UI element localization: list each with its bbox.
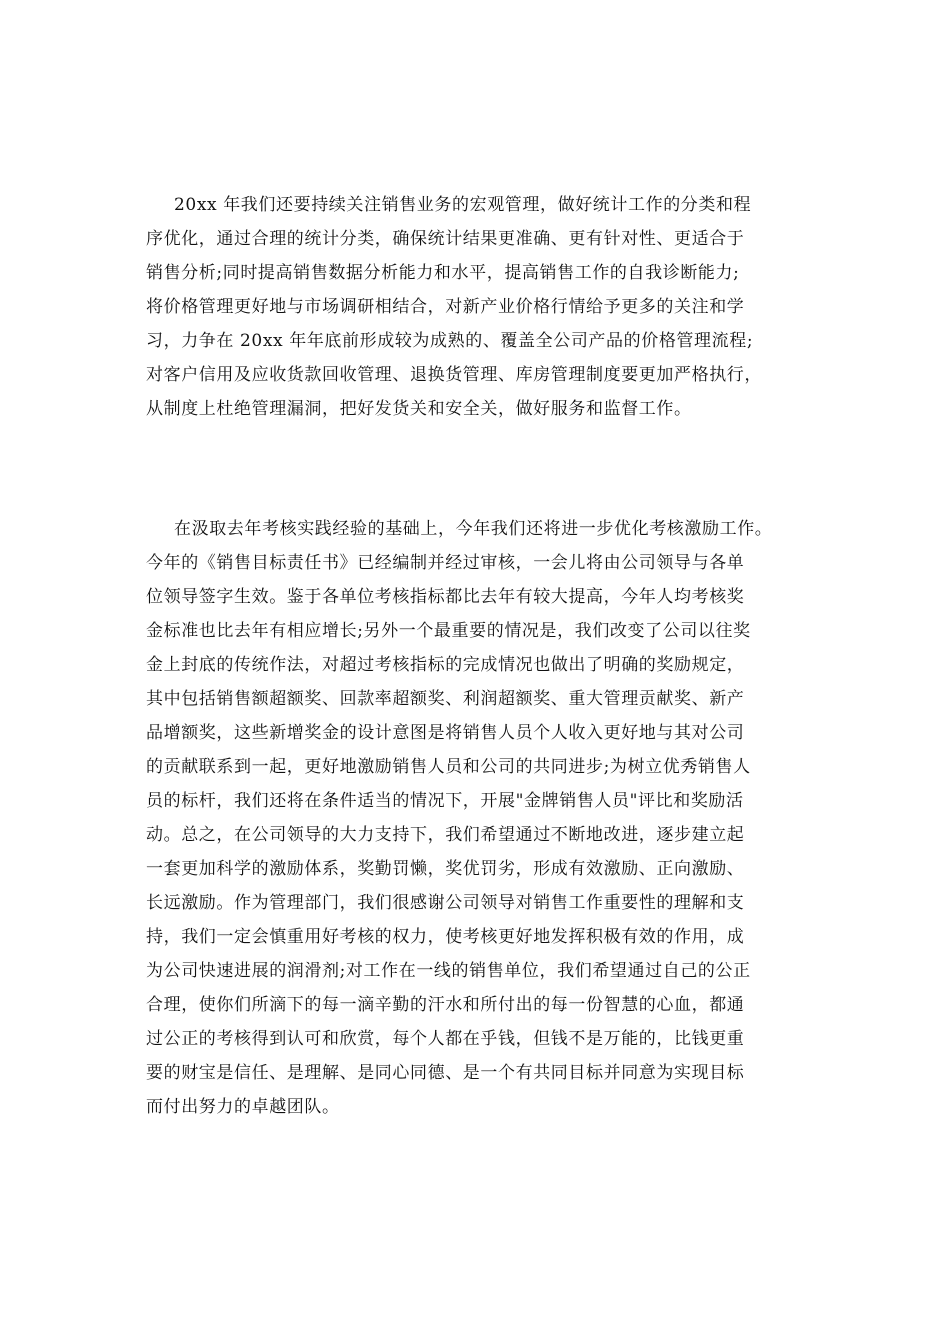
paragraph-2-line: 长远激励。作为管理部门，我们很感谢公司领导对销售工作重要性的理解和支 [146,893,745,913]
paragraph-2-line: 要的财宝是信任、是理解、是同心同德、是一个有共同目标并同意为实现目标 [146,1063,745,1083]
paragraph-2-line: 的贡献联系到一起，更好地激励销售人员和公司的共同进步;为树立优秀销售人 [146,757,751,777]
paragraph-2-line: 员的标杆，我们还将在条件适当的情况下，开展"金牌销售人员"评比和奖励活 [146,791,744,811]
paragraph-1-line: 销售分析;同时提高销售数据分析能力和水平，提高销售工作的自我诊断能力; [146,263,740,283]
paragraph-2-line: 过公正的考核得到认可和欣赏，每个人都在乎钱，但钱不是万能的，比钱更重 [146,1029,745,1049]
paragraph-2-line: 在汲取去年考核实践经验的基础上，今年我们还将进一步优化考核激励工作。 [174,519,773,539]
paragraph-2-line: 今年的《销售目标责任书》已经编制并经过审核，一会儿将由公司领导与各单 [146,553,745,573]
paragraph-2-line: 合理，使你们所滴下的每一滴辛勤的汗水和所付出的每一份智慧的心血，都通 [146,995,745,1015]
paragraph-1-line: 对客户信用及应收货款回收管理、退换货管理、库房管理制度要更加严格执行， [146,365,762,385]
paragraph-2-line: 其中包括销售额超额奖、回款率超额奖、利润超额奖、重大管理贡献奖、新产 [146,689,745,709]
paragraph-2-line: 动。总之，在公司领导的大力支持下，我们希望通过不断地改进，逐步建立起 [146,825,745,845]
paragraph-2-line: 品增额奖，这些新增奖金的设计意图是将销售人员个人收入更好地与其对公司 [146,723,745,743]
paragraph-1 [146,188,826,426]
paragraph-2-line: 一套更加科学的激励体系，奖勤罚懒，奖优罚劣，形成有效激励、正向激励、 [146,859,745,879]
paragraph-2-line: 为公司快速进展的润滑剂;对工作在一线的销售单位，我们希望通过自己的公正 [146,961,751,981]
paragraph-1-line: 习，力争在 20xx 年年底前形成较为成熟的、覆盖全公司产品的价格管理流程; [146,331,754,351]
paragraph-2 [146,512,826,1124]
paragraph-1-line: 将价格管理更好地与市场调研相结合，对新产业价格行情给予更多的关注和学 [146,297,745,317]
paragraph-1-line: 序优化，通过合理的统计分类，确保统计结果更准确、更有针对性、更适合于 [146,229,745,249]
paragraph-2-line: 金标准也比去年有相应增长;另外一个最重要的情况是，我们改变了公司以往奖 [146,621,751,641]
paragraph-2-line: 位领导签字生效。鉴于各单位考核指标都比去年有较大提高，今年人均考核奖 [146,587,745,607]
paragraph-1-line: 从制度上杜绝管理漏洞，把好发货关和安全关，做好服务和监督工作。 [146,399,692,419]
paragraph-2-line: 而付出努力的卓越团队。 [146,1097,340,1117]
paragraph-2-line: 金上封底的传统作法，对超过考核指标的完成情况也做出了明确的奖励规定， [146,655,745,675]
paragraph-2-line: 持，我们一定会慎重用好考核的权力，使考核更好地发挥积极有效的作用，成 [146,927,745,947]
paragraph-1-line: 20xx 年我们还要持续关注销售业务的宏观管理，做好统计工作的分类和程 [174,195,752,215]
